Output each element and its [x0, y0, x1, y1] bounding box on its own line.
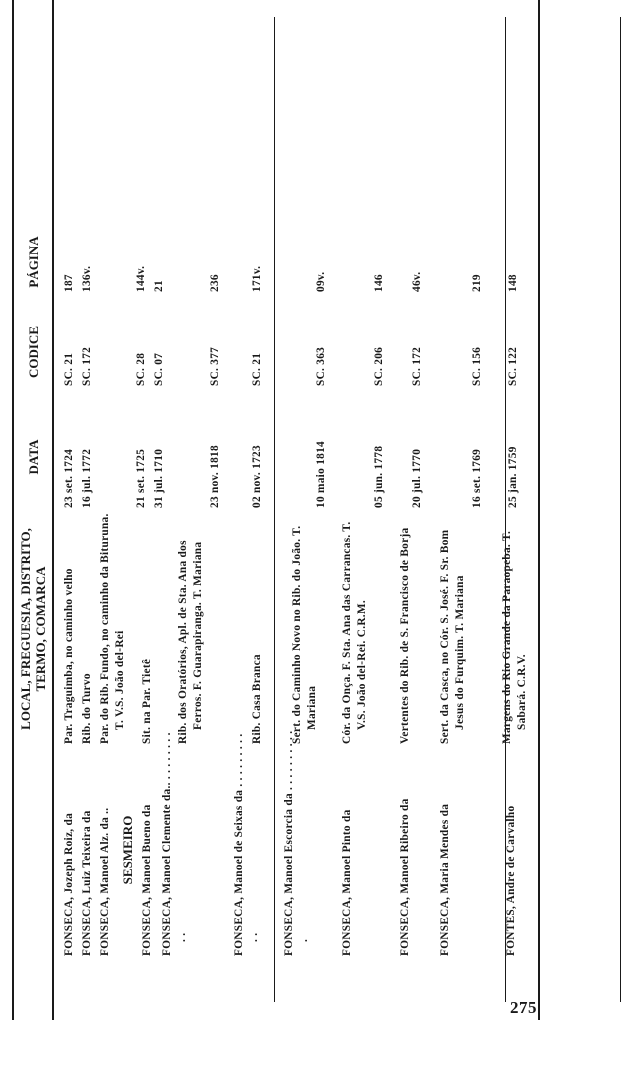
- date-cell: 31 jul. 1710: [153, 448, 165, 508]
- pagina-cell: 21: [153, 280, 165, 292]
- codice-cell: SC. 21: [251, 352, 263, 386]
- pagina-cell: 136v.: [81, 265, 93, 292]
- date-cell: 23 set. 1724: [63, 448, 75, 508]
- page-number: 275: [510, 998, 537, 1017]
- sesmeiro-name: FONSECA, Manoel Bueno da: [141, 804, 153, 956]
- date-cell: 10 maio 1814: [315, 441, 327, 508]
- pagina-cell: 236: [209, 274, 221, 292]
- date-cell: 23 nov. 1818: [209, 445, 221, 508]
- local-cell: Cór. da Onça. F. Sta. Ana das Carrancas. T. V.S. João del-Rei. C.R.M.: [341, 521, 368, 744]
- pagina-cell: 146: [373, 274, 385, 292]
- local-cell: Par. Traguimba, no caminho velho: [63, 568, 75, 744]
- codice-cell: SC. 206: [373, 346, 385, 386]
- local-cell: Sit. na Par. Tietê: [141, 658, 153, 744]
- sesmeiro-name: FONSECA, Maria Mendes da: [439, 803, 451, 956]
- codice-cell: SC. 363: [315, 346, 327, 386]
- local-cell: Rib. Casa Branca: [251, 654, 263, 744]
- pagina-cell: 148: [507, 274, 519, 292]
- codice-cell: SC. 122: [507, 346, 519, 386]
- pagina-cell: 171v.: [251, 265, 263, 292]
- codice-cell: SC. 21: [63, 352, 75, 386]
- pagina-cell: 46v.: [411, 271, 423, 292]
- column-separator: [620, 17, 621, 1002]
- sesmeiro-name: FONSECA, Manoel Pinto da: [341, 809, 353, 956]
- sesmeiro-name: FONSECA, Manoel Clemente da.. . . . . . . . . . .: [161, 732, 188, 956]
- local-cell: Rib. do Turvo: [81, 673, 93, 744]
- date-cell: 25 jan. 1759: [507, 446, 519, 508]
- date-cell: 16 set. 1769: [471, 448, 483, 508]
- sesmeiro-name: FONSECA, Manoel Escorcia da . . . . . . . . . . .: [283, 730, 310, 956]
- table-top-rule: [12, 0, 14, 1020]
- pagina-cell: 09v.: [315, 271, 327, 292]
- date-cell: 05 jun. 1778: [373, 445, 385, 508]
- header-codice: CODICE: [26, 326, 41, 379]
- header-data: DATA: [26, 439, 41, 475]
- date-cell: 20 jul. 1770: [411, 448, 423, 508]
- codice-cell: SC. 28: [135, 352, 147, 386]
- header-local: LOCAL, FREGUESIA, DISTRITO, TERMO, COMARCA: [18, 528, 48, 730]
- table-row: [62, 744, 77, 956]
- date-cell: 16 jul. 1772: [81, 448, 93, 508]
- sesmeiro-name: FONSECA, Manoel Alz. da ..: [99, 807, 111, 956]
- codice-cell: SC. 07: [153, 352, 165, 386]
- sesmeiro-name: FONSECA, Luiz Teixeira da: [81, 810, 93, 956]
- table-bottom-rule: [538, 0, 540, 1020]
- local-cell: Rib. dos Oratórios, Apl. de Sta. Ana dos Ferros. F. Guarapiranga. T. Mariana: [177, 540, 204, 744]
- header-sesmeiro: SESMEIRO: [120, 815, 135, 885]
- column-separator: [274, 17, 275, 1002]
- codice-cell: SC. 172: [81, 346, 93, 386]
- sesmeiro-name: FONSECA, Jozeph Roiz, da: [63, 812, 75, 956]
- local-cell: Vertentes do Rib. de S. Francisco de Borja: [399, 527, 411, 744]
- local-cell: Par. do Rib. Fundo, no caminho da Bituruna. T. V.S. João del-Rei: [99, 513, 126, 744]
- pagina-cell: 219: [471, 274, 483, 292]
- codice-cell: SC. 156: [471, 346, 483, 386]
- header-bottom-rule: [52, 0, 54, 1020]
- date-cell: 02 nov. 1723: [251, 445, 263, 508]
- sesmeiro-name: FONSECA, Manoel Ribeiro da: [399, 798, 411, 956]
- codice-cell: SC. 172: [411, 346, 423, 386]
- sesmeiro-name: FONSECA, Manoel de Seixas da . . . . . . . . . . .: [233, 733, 260, 956]
- header-pagina: PÁGINA: [26, 236, 41, 288]
- local-cell: Margens do Rio Grande da Paraopeba. T. Sabará. C.R.V.: [501, 530, 528, 744]
- pagina-cell: 187: [63, 274, 75, 292]
- local-cell: Sert. da Casca, no Cór. S. José. F. Sr. Bom Jesus do Furquim. T. Mariana: [439, 529, 466, 744]
- pagina-cell: 144v.: [135, 265, 147, 292]
- local-cell: Sert. do Caminho Novo no Rib. do João. T. Mariana: [291, 525, 318, 744]
- sesmeiro-name: FONTES, Andre de Carvalho: [505, 805, 517, 956]
- date-cell: 21 set. 1725: [135, 448, 147, 508]
- codice-cell: SC. 377: [209, 346, 221, 386]
